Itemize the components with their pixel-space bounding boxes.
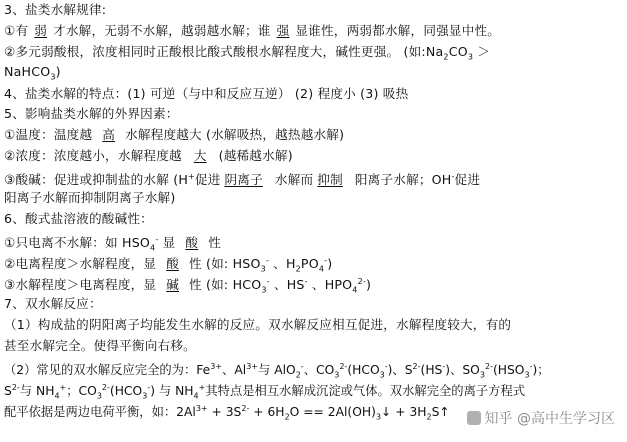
superscript: - [147,383,151,392]
subscript: 3 [96,391,102,401]
text: ②电离程度＞水解程度，显 [4,256,157,272]
text: 其特点是相互水解成沉淀或气体。双水解完全的离子方程式 [205,384,526,399]
blank-answer: 阴离子 [224,172,263,188]
line-acid-base [4,167,623,190]
text: ③酸碱：促进或抑制盐的水解 (H [4,172,189,188]
subscript: 4 [352,285,358,295]
subscript: 4 [193,391,199,401]
text: 、HS [269,277,305,293]
subscript: 2 [443,52,449,62]
subscript: 3 [375,412,382,422]
line-5-heading [4,104,623,124]
subscript: 4 [54,391,60,401]
line-concentration [4,146,623,166]
text: ) 与 NH [150,384,194,399]
line-3-heading [4,0,623,20]
blank-answer: 酸 [185,235,199,251]
blank-answer: 碱 [166,277,180,293]
text: O == 2Al(OH) [289,405,376,420]
line-double-1-cont [4,336,623,356]
line-4-features [4,84,623,104]
text: 、HPO [307,277,353,293]
text: ①只电离不水解：如 HSO [4,235,151,251]
line-7-heading [4,294,623,314]
text: 与 AlO [257,363,296,378]
text: ②浓度：浓度越小，水解程度越 [4,148,182,163]
text: (HCO [109,384,143,399]
subscript: 2 [426,412,432,422]
blank-answer: 抑制 [317,172,343,188]
text: CO [448,44,468,59]
text: （1）构成盐的阴阳离子均能发生水解的反应。双水解反应相互促进，水解程度较大，有的 [4,317,512,332]
superscript: - [155,235,159,244]
text: （2）常见的双水解反应完全的为：Fe [4,363,211,378]
superscript: - [529,362,533,371]
text: 、Al [222,363,247,378]
text: 显 [158,235,176,251]
line-double-1 [4,315,623,335]
text: 性 (如: HSO [189,256,261,272]
zhihu-user-icon [467,411,481,425]
text: + 6H [249,405,285,420]
superscript: 3+ [210,362,223,371]
superscript: - [451,172,455,181]
text: ②多元弱酸根，浓度相同时正酸根比酸式酸根水解程度大，碱性更强。 (如:Na [4,44,444,59]
text: ↓ + 3H [381,405,427,420]
subscript: 2 [295,370,301,380]
text: S↑ [431,405,450,420]
text: 水解而 [274,172,314,188]
superscript: - [300,362,304,371]
blank-answer: 高 [102,127,116,142]
text: ＞ [473,44,491,59]
text: PO [300,256,319,272]
text: (HSO [492,363,525,378]
text: 5、影响盐类水解的外界因素： [4,106,179,121]
text: S [4,384,12,399]
line-temperature [4,125,623,145]
text: 4、盐类水解的特点：(1) 可逆（与中和反应互逆） (2) 程度小 (3) 吸热 [4,86,409,101]
text: ①有 [4,23,29,38]
superscript: - [442,362,446,371]
subscript: 3 [334,370,340,380]
superscript: 2- [339,362,348,371]
superscript: + [188,172,195,181]
text: 、CO [303,363,335,378]
text: 6、酸式盐溶液的酸碱性： [4,211,153,226]
blank-answer: 强 [276,23,290,38]
text: 水解程度越大 (水解吸热，越热越水解) [125,127,345,142]
superscript: 3+ [246,362,258,371]
superscript: - [384,362,388,371]
superscript: 2- [11,383,20,392]
superscript: + [59,383,67,392]
superscript: 3+ [195,404,208,413]
text: (越稀越水解) [218,148,293,163]
text: ①温度：温度越 [4,127,93,142]
text: 阳离子水解；OH [354,172,452,188]
text: 性 [208,235,222,251]
text: 与 NH [19,384,55,399]
subscript: 2 [284,412,290,422]
blank-answer: 弱 [34,23,48,38]
text: (HCO [347,363,380,378]
text: )、SO [445,363,480,378]
text: + 3S [207,405,242,420]
superscript: - [324,256,328,265]
superscript: 2- [412,362,421,371]
watermark-text: 知乎 @高中生学习区 [484,411,615,427]
superscript: 2- [241,404,250,413]
superscript: 2- [484,362,493,371]
subscript: 3 [479,370,485,380]
subscript: 3 [142,391,148,401]
watermark [461,408,615,428]
text: ③水解程度＞电离程度，显 [4,277,157,293]
text: (HS [420,363,443,378]
text: 甚至水解完全。使得平衡向右移。 [4,338,196,353]
blank-answer: 大 [193,148,207,163]
superscript: 2- [357,277,366,286]
text: ) [55,64,61,79]
text: )； [532,363,550,378]
text: ) [327,256,333,272]
line-6-heading [4,209,623,229]
text: NaHCO [4,64,51,79]
text: 配平依据是两边电荷平衡，如：2Al [4,405,196,420]
superscript: - [304,277,308,286]
subscript: 3 [467,52,474,62]
text: 促进 [194,172,221,188]
superscript: + [198,383,206,392]
subscript: 3 [261,285,267,295]
text: 性 (如: HCO [189,277,262,293]
subscript: 3 [379,370,385,380]
subscript: 2 [295,264,301,274]
text: 3、盐类水解规律: [4,2,107,17]
text: 阳离子水解而抑制阴离子水解) [4,190,176,205]
text: 才水解，无弱不水解，越弱越水解；谁 [53,23,271,38]
text: 促进 [454,172,481,188]
text: )、S [387,363,413,378]
text: 显谁性，两弱都水解，同强显中性。 [295,23,501,38]
subscript: 4 [150,243,156,253]
line-rule-1 [4,21,623,41]
text: ) [365,277,372,293]
subscript: 3 [50,72,56,82]
superscript: - [266,277,270,286]
subscript: 4 [318,264,325,274]
superscript: 2- [101,383,110,392]
text: 、H [268,256,296,272]
subscript: 3 [260,264,266,274]
superscript: - [265,256,269,265]
blank-answer: 酸 [166,256,180,272]
text: ；CO [66,384,97,399]
line-acid-base-cont [4,188,623,208]
text: 7、双水解反应： [4,296,102,311]
subscript: 3 [524,370,530,380]
